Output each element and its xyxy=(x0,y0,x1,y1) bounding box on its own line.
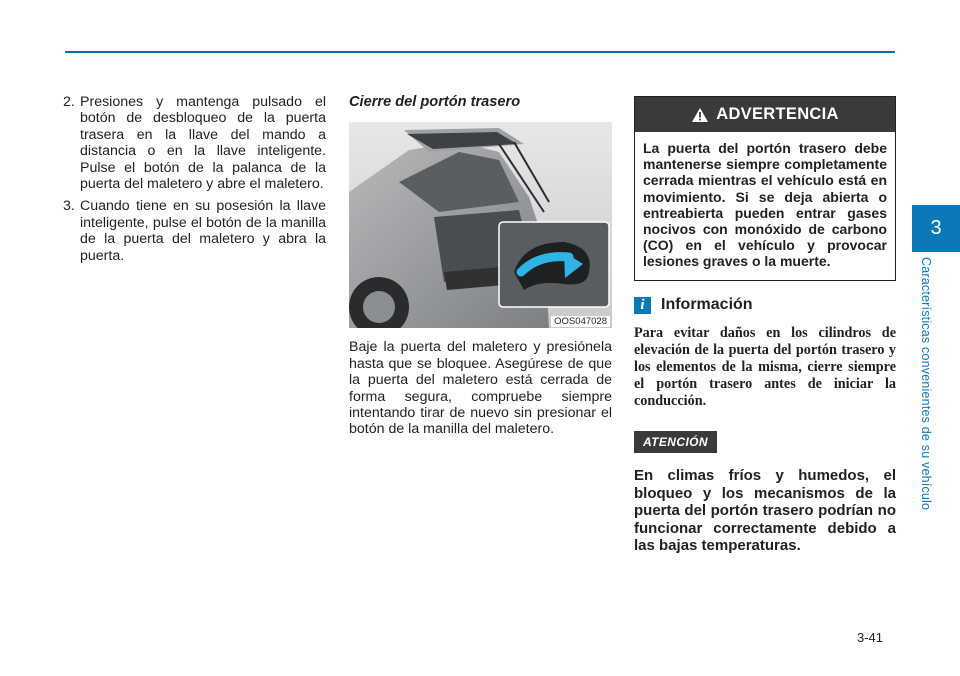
left-column xyxy=(63,94,326,270)
right-column xyxy=(634,96,896,555)
warning-title: ADVERTENCIA xyxy=(716,105,839,124)
warning-box xyxy=(634,96,896,281)
info-heading xyxy=(634,297,896,314)
caution-text: En climas fríos y humedos, el bloqueo y los mecanismos de la puerta del portón trasero podrían no funcionar correctamente debido a las bajas temperaturas. xyxy=(634,467,896,555)
list-item xyxy=(63,94,326,192)
middle-column xyxy=(349,94,612,438)
closing-paragraph: Baje la puerta del maletero y presiónela hasta que se bloquee. Asegúrese de que la puerta del maletero está cerrada de forma segura, compruebe siempre intentando tirar de nuevo sin presionar el botón de la manilla del maletero. xyxy=(349,339,612,438)
tailgate-illustration xyxy=(349,122,612,328)
header-rule xyxy=(65,51,895,53)
warning-triangle-icon xyxy=(691,107,709,123)
info-text: Para evitar daños en los cilindros de elevación de la puerta del portón trasero y los elementos de la misma, cierre siempre el portón trasero antes de iniciar la conducción. xyxy=(634,324,896,410)
section-heading: Cierre del portón trasero xyxy=(349,94,521,110)
info-title: Información xyxy=(661,295,753,313)
list-item-text: Presiones y mantenga pulsado el botón de desbloqueo de la puerta trasera en la llave del mando a distancia o en la llave inteligente. Pulse el botón de la palanca de la puerta del maletero y abre el maletero. xyxy=(80,94,326,193)
page-number: 3-41 xyxy=(857,630,884,645)
list-item-number: 3. xyxy=(63,198,75,215)
list-item-text: Cuando tiene en su posesión la llave inteligente, pulse el botón de la manilla de la puerta del maletero y abra la puerta. xyxy=(80,198,326,264)
image-caption: OOS047028 xyxy=(551,316,610,327)
list-item xyxy=(63,198,326,264)
info-icon: i xyxy=(634,297,651,314)
list-item-number: 2. xyxy=(63,94,75,110)
warning-header xyxy=(635,97,895,132)
side-title-text: Características convenientes de su vehículo xyxy=(919,257,933,511)
car-tailgate-image xyxy=(349,122,612,328)
caution-label: ATENCIÓN xyxy=(634,431,717,453)
warning-text: La puerta del portón trasero debe mantenerse siempre completamente cerrada mientras el vehículo está en movimiento. Si se deja abierta o entreabierta pueden entrar gases nocivos con monóxido de carbono (CO) en el vehículo y provocar lesiones graves o la muerte. xyxy=(643,140,887,270)
chapter-tab: 3 xyxy=(912,205,960,252)
